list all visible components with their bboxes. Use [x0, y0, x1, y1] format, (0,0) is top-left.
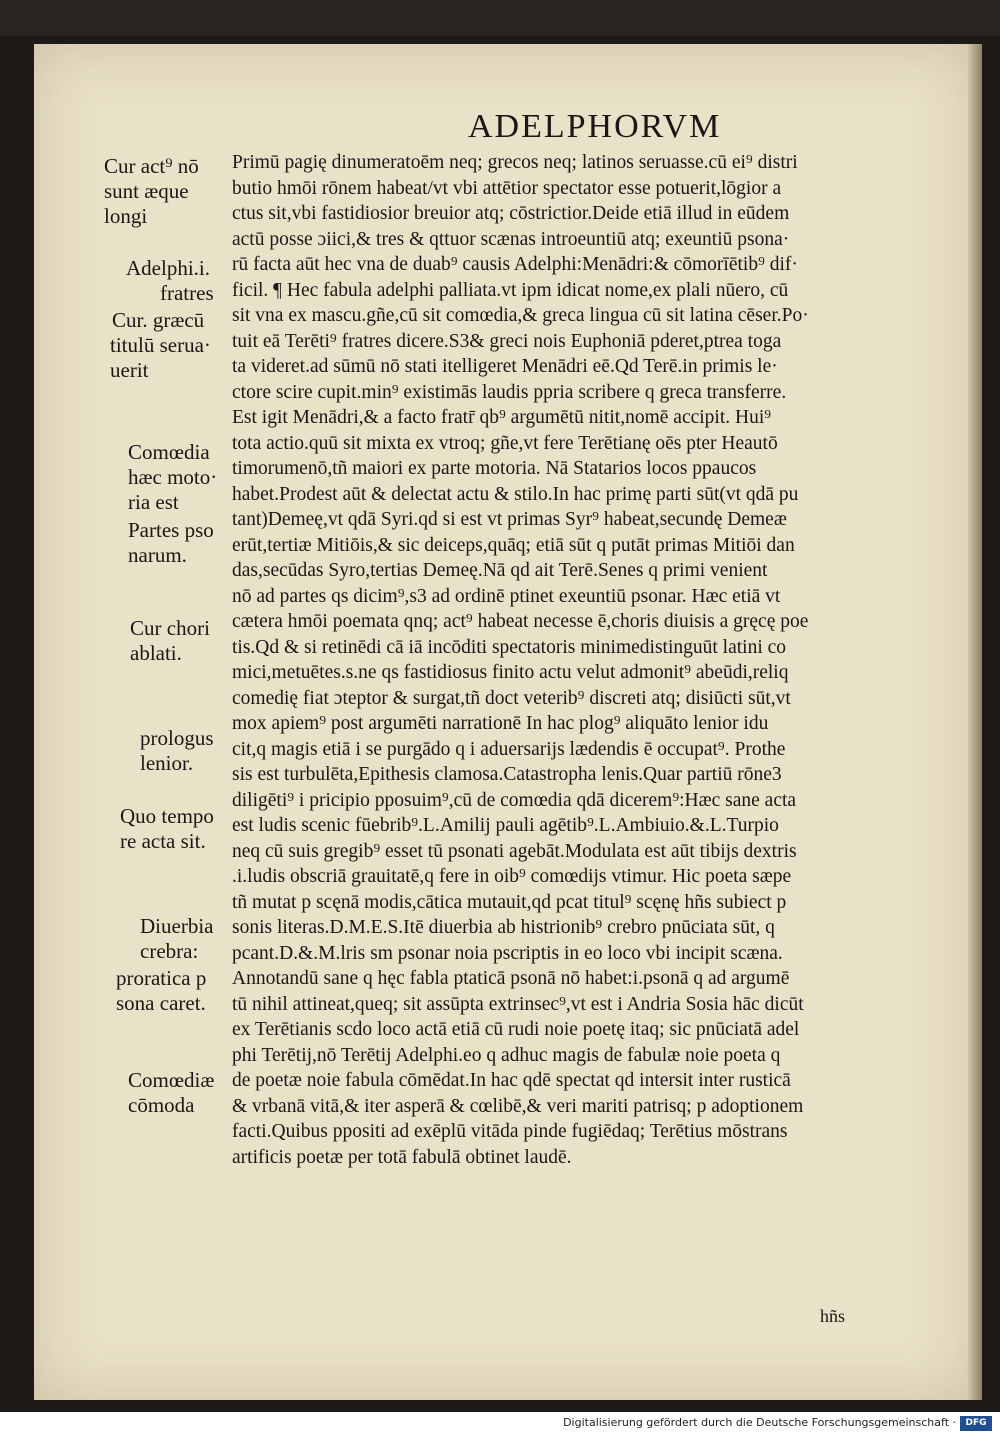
text-line: tota actio.quū sit mixta ex vtroq; gñe,vt fere Terētianę oēs pter Heautō: [232, 432, 778, 454]
text-line: nō ad partes qs dicim⁹,s3 ad ordinē ptinet exeuntiū psonar. Hæc etiā vt: [232, 585, 781, 607]
text-line: cit,q magis etiā i se purgādo q i aduersarijs lædendis ē occupat⁹. Prothe: [232, 738, 786, 760]
text-line: mox apiem⁹ post argumēti narrationē In hac plog⁹ aliquāto lenior idu: [232, 713, 769, 734]
gloss-line: crebra:: [140, 939, 199, 963]
gloss-line: re acta sit.: [120, 829, 206, 853]
scan-background: [0, 0, 1000, 36]
text-line: mici,metuētes.s.ne qs fastidiosus finito actu velut admonit⁹ abeūdi,reliq: [232, 662, 789, 683]
gloss-line: uerit: [110, 358, 149, 382]
text-line: rū facta aūt hec vna de duab⁹ causis Adelphi:Menādri:& cōmorīētib⁹ dif·: [232, 254, 798, 275]
margin-gloss: [110, 308, 250, 383]
text-line: phi Terētij,nō Terētij Adelphi.eo q adhuc magis de fabulæ noie poeta q: [232, 1044, 781, 1066]
gloss-line: titulū serua·: [110, 333, 211, 357]
text-line: pcant.D.&.M.lris sm psonar noia pscriptis in eo loco vbi incipit scæna.: [232, 942, 783, 964]
main-text-block: [232, 150, 957, 1170]
text-line: tñ mutat p scęnā modis,cātica mutauit,qd pcat titul⁹ scęnę hñs subiect p: [232, 891, 787, 913]
text-line: sit vna ex mascu.gñe,cū sit comœdia,& greca lingua cū sit latina cēser.Po·: [232, 305, 809, 326]
text-line: Primū pagię dinumeratoēm neq; grecos neq; latinos seruasse.cū ei⁹ distri: [232, 152, 798, 173]
text-line: tuit eā Terēti⁹ fratres dicere.S3& greci nois Euphoniā pderet,ptrea toga: [232, 330, 782, 352]
text-line: tis.Qd & si retinēdi cā iā incōditi spectatoris minimedistinguūt latini co: [232, 636, 787, 658]
text-line: ta videret.ad sūmū nō stati itelligeret Menādri eē.Qd Terē.in primis le·: [232, 356, 778, 377]
text-line: cætera hmōi poemata qnq; act⁹ habeat necesse ē,choris diuisis a gręcę poe: [232, 611, 809, 632]
gloss-line: Cur act⁹ nō: [104, 154, 199, 178]
text-line: das,secūdas Syro,tertias Demeę.Nā qd ait Terē.Senes q primi venient: [232, 560, 768, 581]
text-line: est ludis scenic fūebrib⁹.L.Amilij pauli agētib⁹.L.Ambiuio.&.L.Turpio: [232, 815, 779, 836]
text-line: comedię fiat ɔteptor & surgat,tñ doct veterib⁹ discreti atq; disiūcti sūt,vt: [232, 687, 791, 709]
text-line: tū nihil attineat,queq; sit assūpta extrinsec⁹,vt est i Andria Sosia hāc dicūt: [232, 993, 804, 1015]
gloss-line: Comœdia: [128, 440, 210, 464]
gloss-line: Quo tempo: [120, 804, 214, 828]
page-edge: [968, 44, 982, 1400]
text-line: Est igit Menādri,& a facto fratr̄ qb⁹ argumētū nitit,nomē accipit. Hui⁹: [232, 407, 772, 428]
gloss-line: prologus: [140, 726, 214, 750]
gloss-line: hæc moto·: [128, 465, 218, 489]
text-line: habet.Prodest aūt & delectat actu & stilo.In hac primę parti sūt(vt qdā pu: [232, 483, 799, 505]
running-head: ADELPHORVM: [468, 108, 722, 145]
text-line: ctus sit,vbi fastidiosior breuior atq; cōstrictior.Deide etiā illud in eūdem: [232, 203, 790, 224]
text-line: facti.Quibus ppositi ad exēplū vitāda pinde fugiēdaq; Terētius mōstrans: [232, 1121, 788, 1142]
text-line: artificis poetæ per totā fabulā obtinet laudē.: [232, 1146, 572, 1168]
dfg-logo: DFG: [960, 1416, 992, 1431]
gloss-line: fratres: [160, 281, 214, 305]
text-line: ficil. ¶ Hec fabula adelphi palliata.vt ipm idicat nome,ex plali nūero, cū: [232, 279, 789, 301]
signature-mark: hñs: [820, 1306, 846, 1326]
text-line: ctore scire cupit.min⁹ existimās laudis ppria scribere q greca transferre.: [232, 381, 787, 403]
text-line: Annotandū sane q hęc fabla ptaticā psonā nō habet:i.psonā q ad argumē: [232, 968, 790, 989]
margin-gloss: [104, 154, 244, 229]
gloss-line: Cur. græcū: [112, 308, 205, 332]
gloss-line: ablati.: [130, 641, 182, 665]
text-line: de poetæ noie fabula cōmēdat.In hac qdē spectat qd intersit inter rusticā: [232, 1070, 791, 1091]
gloss-line: sona caret.: [116, 991, 206, 1015]
text-line: .i.ludis obscriā grauitatē,q fere in oib⁹ comœdijs vtimur. Hic poeta sæpe: [232, 866, 792, 887]
text-line: sonis literas.D.M.E.S.Itē diuerbia ab histrionib⁹ crebro pnūciata sūt, q: [232, 917, 775, 938]
gloss-line: sunt æque: [104, 179, 189, 203]
text-line: butio hmōi rōnem habeat/vt vbi attētior spectator esse potuerit,lōgior a: [232, 177, 782, 199]
gloss-line: Diuerbia: [140, 914, 214, 938]
gloss-line: longi: [104, 204, 148, 228]
text-line: sis est turbulēta,Epithesis clamosa.Catastropha lenis.Quar partiū rōne3: [232, 764, 782, 785]
gloss-line: cōmoda: [128, 1093, 195, 1117]
gloss-line: ria est: [128, 490, 179, 514]
gloss-line: Cur chori: [130, 616, 210, 640]
gloss-line: proratica p: [116, 966, 207, 990]
text-line: diligēti⁹ i pricipio pposuim⁹,cū de comœdia qdā dicerem⁹:Hæc sane acta: [232, 789, 797, 811]
gloss-line: narum.: [128, 543, 187, 567]
digitization-credit: Digitalisierung gefördert durch die Deutsche Forschungsgemeinschaft ·: [563, 1416, 956, 1429]
text-line: actū posse ɔiici,& tres & qttuor scænas introeuntiū atq; exeuntiū psona·: [232, 228, 790, 250]
gloss-line: Adelphi.i.: [126, 256, 210, 280]
gloss-line: lenior.: [140, 751, 194, 775]
text-line: tant)Demeę,vt qdā Syri.qd si est vt primas Syr⁹ habeat,secundę Demeæ: [232, 509, 787, 530]
text-line: timorumenō,tñ maiori ex parte motoria. Nā Statarios locos ppaucos: [232, 458, 757, 479]
gloss-line: Comœdiæ: [128, 1068, 215, 1092]
text-line: neq cū suis gregib⁹ esset tū psonati agebāt.Modulata est aūt tibijs dextris: [232, 840, 797, 862]
text-line: & vrbanā vitā,& iter asperā & cœlibē,& veri mariti patrisq; p adoptionem: [232, 1095, 804, 1117]
text-line: ex Terētianis scdo loco actā etiā cū rudi noie poetę itaq; sic pnūciatā adel: [232, 1019, 800, 1040]
text-line: erūt,tertiæ Mitiōis,& sic deiceps,quāq; etiā sūt q putāt primas Mitiōi dan: [232, 534, 795, 556]
gloss-line: Partes pso: [128, 518, 214, 542]
